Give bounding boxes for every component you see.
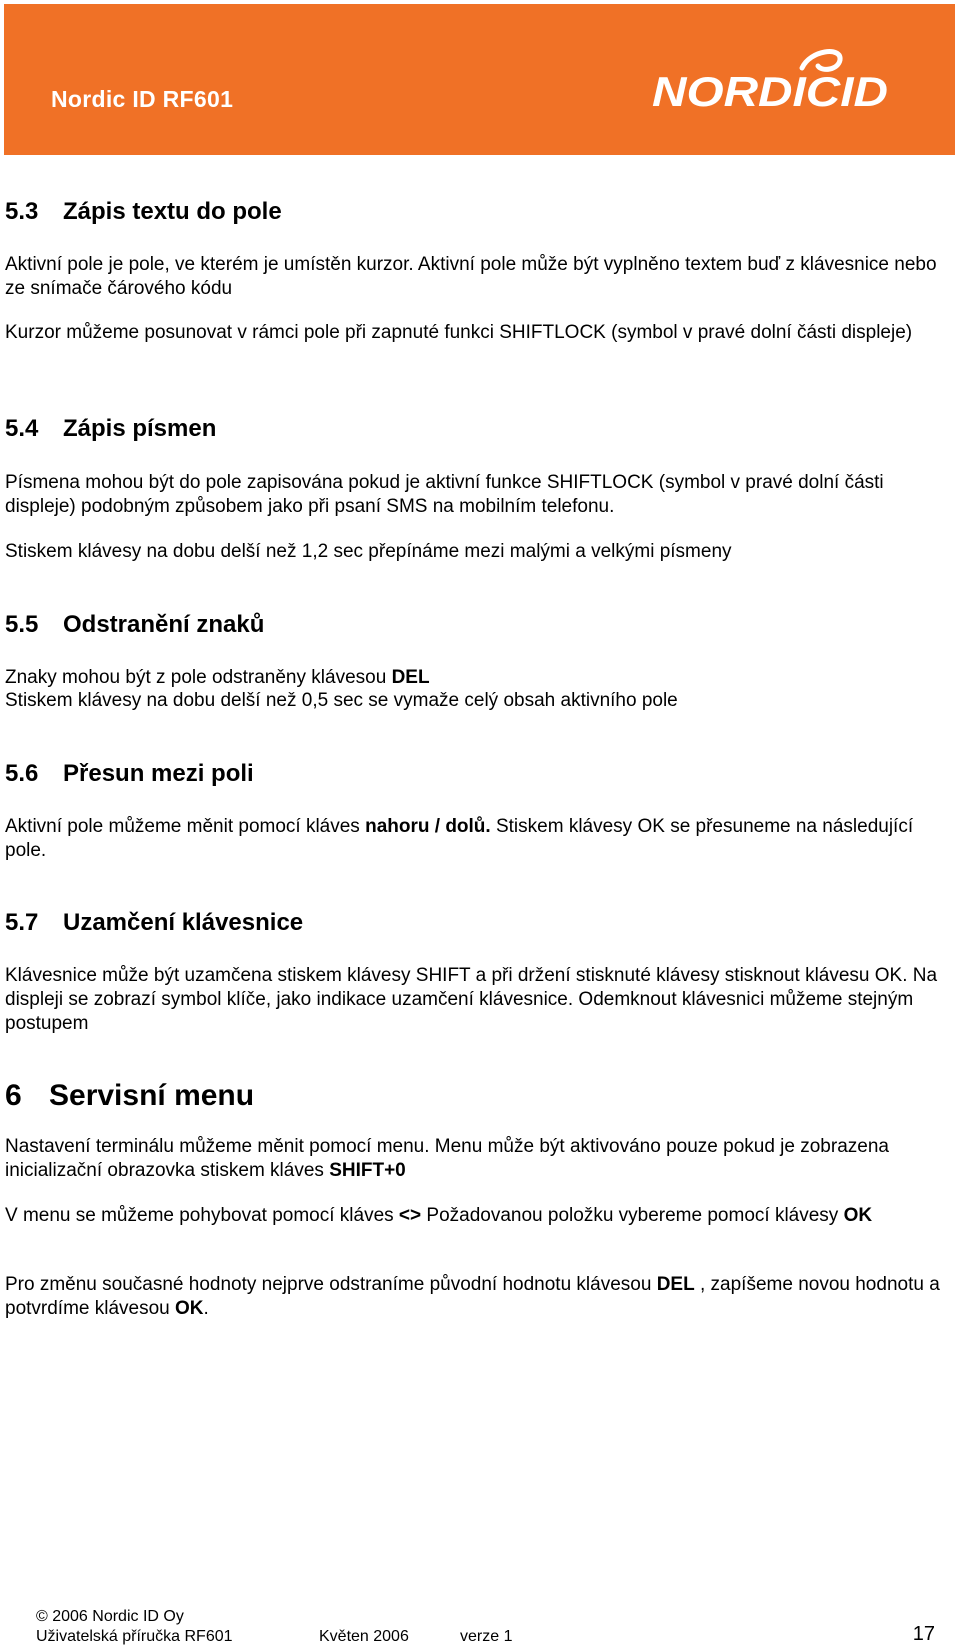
text-run: V menu se můžeme pohybovat pomocí kláves [5, 1205, 399, 1226]
section-number: 5.3 [5, 198, 39, 225]
section-title: Odstranění znaků [63, 611, 265, 638]
paragraph [5, 1135, 940, 1183]
section-heading-5-3 [5, 198, 282, 226]
key-left-right: <> [398, 1205, 422, 1226]
text-run: . [203, 1298, 209, 1319]
paragraph: Klávesnice může být uzamčena stiskem klávesy SHIFT a při držení stisknuté klávesy stisknout klávesu OK. Na displeji se zobrazí symbol klíče, jako indikace uzamčení klávesnice. Odemknout klávesnici můžeme stejným postupem [5, 965, 938, 1034]
product-name: Nordic ID RF601 [51, 86, 234, 112]
paragraph: Stiskem klávesy na dobu delší než 1,2 sec přepínáme mezi malými a velkými písmeny [5, 541, 732, 562]
section-title: Zápis textu do pole [63, 198, 282, 225]
paragraph [5, 1273, 940, 1321]
footer-meta [36, 1627, 512, 1647]
text-run: Pro změnu současné hodnoty nejprve odstraníme původní hodnotu klávesou [5, 1274, 657, 1295]
chapter-heading-6 [5, 1079, 254, 1113]
paragraph [5, 815, 940, 863]
text-run: Požadovanou položku vybereme pomocí klávesy [421, 1205, 844, 1226]
section-heading-5-7 [5, 909, 303, 937]
key-del: DEL [391, 667, 430, 688]
key-shift-0: SHIFT+0 [329, 1160, 406, 1181]
section-heading-5-4 [5, 415, 216, 443]
section-title: Zápis písmen [63, 415, 217, 442]
paragraph: Písmena mohou být do pole zapisována pokud je aktivní funkce SHIFTLOCK (symbol v pravé dolní části displeje) podobným způsobem jako při psaní SMS na mobilním telefonu. [5, 472, 884, 517]
paragraph [5, 666, 940, 690]
manual-title: Uživatelská příručka RF601 [36, 1628, 233, 1645]
chapter-number: 6 [5, 1079, 22, 1112]
text-run: Aktivní pole můžeme měnit pomocí kláves [5, 816, 366, 837]
text-run: Stiskem klávesy OK se přesuneme na následující pole. [5, 816, 914, 861]
section-title: Přesun mezi poli [63, 760, 254, 787]
paragraph: Stiskem klávesy na dobu delší než 0,5 sec se vymaže celý obsah aktivního pole [5, 690, 678, 711]
svg-text:NORDICID: NORDICID [652, 68, 888, 114]
page-number: 17 [912, 1623, 935, 1645]
copyright: © 2006 Nordic ID Oy [36, 1608, 184, 1625]
footer-date: Květen 2006 [319, 1628, 409, 1645]
key-ok: OK [175, 1298, 204, 1319]
section-number: 5.4 [5, 415, 39, 442]
key-ok: OK [843, 1205, 873, 1226]
text-run: Znaky mohou být z pole odstraněny klávesou [5, 667, 392, 688]
footer-version: verze 1 [460, 1628, 513, 1645]
chapter-title: Servisní menu [49, 1079, 255, 1112]
section-number: 5.5 [5, 611, 39, 638]
text-run: , zapíšeme novou hodnotu a potvrdíme klávesou [5, 1274, 940, 1319]
text-run: Nastavení terminálu můžeme měnit pomocí menu. Menu může být aktivováno pouze pokud je zobrazena inicializační obrazovka stiskem kláves [5, 1136, 889, 1181]
paragraph [5, 1204, 940, 1228]
section-number: 5.6 [5, 760, 39, 787]
key-del: DEL [656, 1274, 695, 1295]
page-footer [36, 1607, 512, 1647]
header-banner [4, 4, 955, 155]
paragraph: Kurzor můžeme posunovat v rámci pole při zapnuté funkci SHIFTLOCK (symbol v pravé dolní části displeje) [5, 322, 913, 343]
section-heading-5-5 [5, 611, 264, 639]
section-title: Uzamčení klávesnice [63, 909, 304, 936]
key-arrows: nahoru / dolů. [365, 816, 491, 837]
nordicid-logo [652, 48, 890, 114]
paragraph: Aktivní pole je pole, ve kterém je umístěn kurzor. Aktivní pole může být vyplněno textem buď z klávesnice nebo ze snímače čárového kódu [5, 254, 937, 299]
section-heading-5-6 [5, 760, 254, 788]
section-number: 5.7 [5, 909, 39, 936]
